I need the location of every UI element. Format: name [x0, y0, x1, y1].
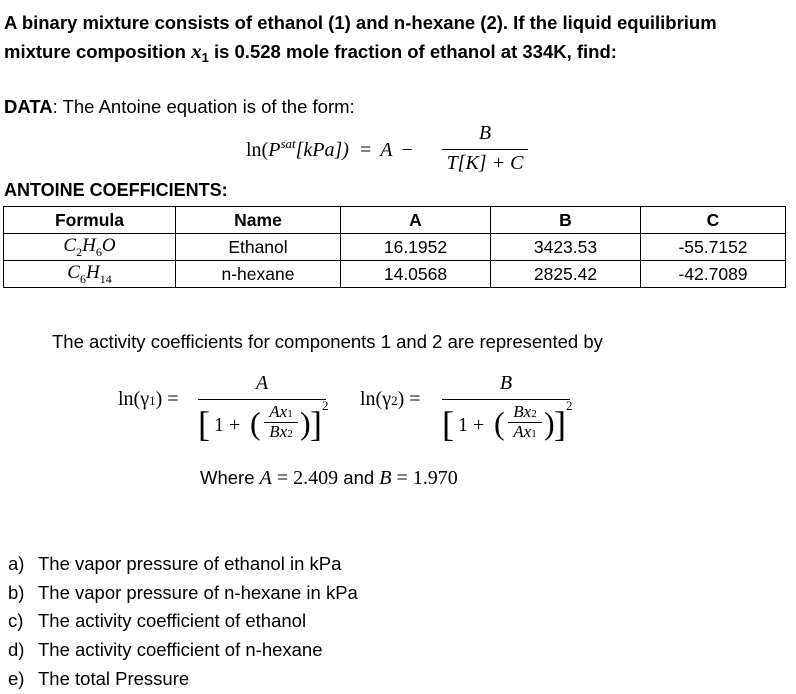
eq2-numerator: B	[499, 372, 513, 394]
eq2-close-bracket: ]	[554, 404, 566, 444]
formula-el: O	[101, 234, 116, 256]
eq2-open-bracket: [	[442, 404, 454, 444]
b-cell: 3423.53	[491, 234, 641, 261]
b-cell: 2825.42	[491, 261, 641, 288]
question-label: d)	[8, 639, 25, 661]
header-formula: Formula	[4, 207, 176, 234]
eq2-inner-den-text: Ax	[513, 422, 532, 441]
question-text: The activity coefficient of ethanol	[38, 610, 307, 632]
problem-line-2	[4, 37, 784, 72]
eq2-denominator	[442, 398, 578, 450]
list-item	[8, 636, 358, 665]
data-text: : The Antoine equation is of the form:	[52, 96, 355, 117]
formula-ethanol	[63, 234, 116, 259]
antoine-heading: ANTOINE COEFFICIENTS:	[4, 180, 228, 200]
question-label: a)	[8, 553, 25, 574]
question-list	[8, 550, 358, 694]
eq2-inner-num	[506, 402, 544, 422]
table-header-row	[4, 207, 786, 234]
list-item	[8, 579, 358, 608]
antoine-sat: sat	[280, 136, 296, 151]
data-intro	[4, 96, 355, 118]
question-text: The vapor pressure of ethanol in kPa	[38, 553, 342, 574]
antoine-equation	[246, 122, 546, 178]
eq2-inner-num-sub: 2	[531, 408, 537, 420]
formula-cell	[4, 234, 176, 261]
question-label: e)	[8, 667, 25, 689]
eq1-open-paren: (	[250, 405, 261, 441]
antoine-lhs	[246, 136, 413, 162]
eq2-power: 2	[566, 398, 573, 413]
list-item	[8, 665, 358, 694]
list-item	[8, 607, 358, 636]
eq1-inner-num-sub: 1	[287, 408, 293, 420]
eq2-close-paren: )	[544, 405, 555, 441]
eq2-ln: ln(γ	[360, 388, 392, 410]
parameter-values	[200, 467, 458, 490]
eq2-equals: =	[409, 388, 421, 410]
table-row	[4, 261, 786, 288]
name-cell: Ethanol	[176, 234, 341, 261]
eq1-close-bracket: ]	[310, 404, 322, 444]
formula-cell	[4, 261, 176, 288]
eq1-sub: 1	[149, 393, 156, 408]
question-label: b)	[8, 581, 25, 603]
eq2-lhs	[360, 388, 421, 411]
eq1-power: 2	[322, 398, 329, 413]
eq2-close: )	[397, 388, 405, 410]
table-row	[4, 234, 786, 261]
mole-fraction-sub: 1	[201, 50, 209, 65]
eq1-fraction-bar	[198, 399, 326, 400]
eq1-denominator	[198, 398, 334, 450]
formula-hexane	[67, 261, 112, 286]
eq2-inner-den-sub: 1	[531, 428, 537, 440]
eq1-lhs	[118, 388, 179, 411]
where-and: and	[338, 467, 380, 488]
antoine-fraction-bar	[442, 149, 528, 150]
formula-el: H	[85, 261, 100, 283]
formula-el: H	[82, 234, 96, 256]
question-text: The vapor pressure of n-hexane in kPa	[38, 581, 358, 603]
eq1-open-bracket: [	[198, 404, 210, 444]
problem-line-2-after: is 0.528 mole fraction of ethanol at 334K, find:	[208, 41, 617, 62]
formula-sub: 6	[95, 244, 102, 259]
question-text: The total Pressure	[38, 667, 190, 689]
antoine-denominator: T[K] + C	[446, 152, 524, 174]
antoine-unit: [kPa])	[295, 139, 349, 161]
eq1-ln: ln(γ	[118, 388, 150, 410]
antoine-numerator: B	[478, 122, 492, 144]
mole-fraction-var: x	[191, 39, 202, 63]
eq1-inner-num-text: Ax	[269, 402, 288, 421]
formula-sub: 2	[76, 244, 83, 259]
antoine-a: A	[380, 139, 393, 161]
eq1-inner-num	[262, 402, 300, 422]
formula-sub: 6	[79, 271, 86, 286]
param-a-val: = 2.409	[271, 467, 339, 489]
list-item	[8, 550, 358, 579]
problem-statement	[4, 8, 784, 72]
eq1-inner-den	[262, 422, 300, 442]
problem-line-2-before: mixture composition	[4, 41, 192, 62]
data-label: DATA	[4, 96, 53, 117]
activity-equation-2	[360, 372, 580, 452]
c-cell: -42.7089	[641, 261, 786, 288]
a-cell: 14.0568	[341, 261, 491, 288]
question-text: The activity coefficient of n-hexane	[38, 639, 323, 661]
eq1-numerator: A	[255, 372, 269, 394]
eq1-inner-den-sub: 2	[287, 428, 293, 440]
antoine-p: P	[268, 139, 281, 161]
a-cell: 16.1952	[341, 234, 491, 261]
problem-line-1: A binary mixture consists of ethanol (1) and n-hexane (2). If the liquid equilibrium	[4, 12, 717, 33]
where-prefix: Where	[200, 467, 260, 488]
formula-el: C	[63, 234, 77, 256]
eq2-open-paren: (	[494, 405, 505, 441]
formula-sub: 14	[99, 271, 112, 286]
name-cell: n-hexane	[176, 261, 341, 288]
eq1-equals: =	[167, 388, 179, 410]
eq1-close: )	[155, 388, 163, 410]
header-name: Name	[176, 207, 341, 234]
header-a: A	[341, 207, 491, 234]
antoine-equals: =	[359, 139, 372, 161]
question-label: c)	[8, 610, 24, 632]
eq1-inner-den-text: Bx	[269, 422, 288, 441]
header-b: B	[491, 207, 641, 234]
param-b-var: B	[379, 467, 392, 489]
antoine-ln: ln(	[246, 139, 269, 161]
c-cell: -55.7152	[641, 234, 786, 261]
formula-el: C	[67, 261, 80, 283]
antoine-minus: −	[401, 139, 413, 161]
activity-intro: The activity coefficients for components 1 and 2 are represented by	[52, 331, 603, 352]
eq2-sub: 2	[391, 393, 398, 408]
antoine-table	[3, 206, 786, 288]
eq2-inner-den	[506, 422, 544, 442]
activity-equation-1	[118, 372, 338, 452]
eq1-close-paren: )	[300, 405, 311, 441]
param-b-val: = 1.970	[391, 467, 458, 489]
eq2-fraction-bar	[442, 399, 570, 400]
eq2-one-plus: 1 +	[458, 414, 485, 436]
header-c: C	[641, 207, 786, 234]
eq1-one-plus: 1 +	[214, 414, 241, 436]
param-a-var: A	[259, 467, 272, 489]
eq2-inner-num-text: Bx	[513, 402, 532, 421]
